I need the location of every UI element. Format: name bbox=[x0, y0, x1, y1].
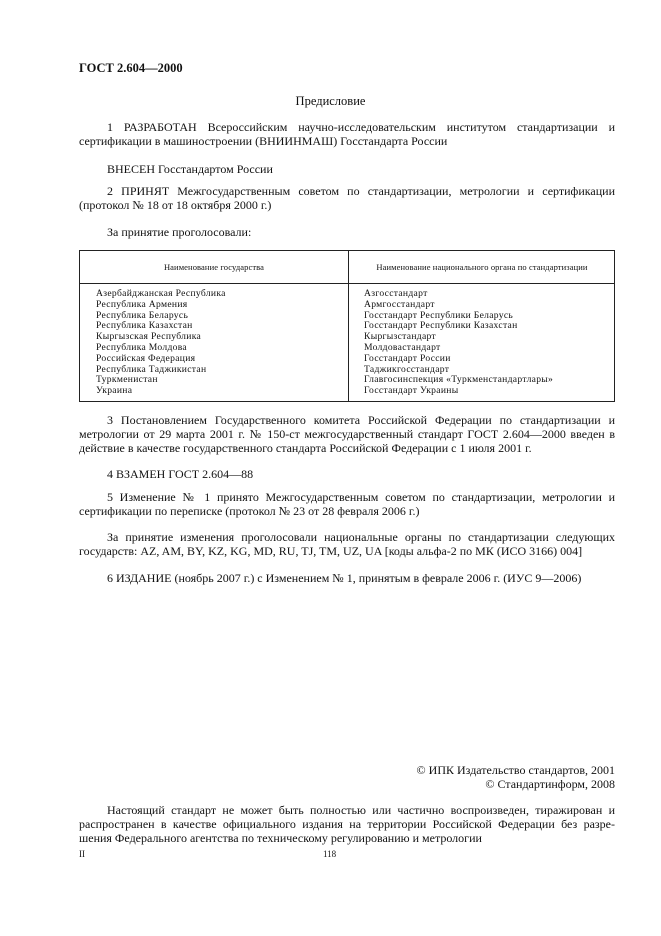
paragraph-line: 5 Изменение № 1 принято Межгосударственным советом по стандартизации, метрологии и bbox=[107, 490, 615, 504]
standards-body-item: Госстандарт Республики Казахстан bbox=[364, 320, 518, 332]
paragraph-line: ВНЕСЕН Госстандартом России bbox=[107, 162, 273, 176]
paragraph-amendment-vote bbox=[79, 530, 615, 558]
copyright-line: © ИПК Издательство стандартов, 2001 bbox=[416, 763, 615, 777]
paragraph-line: государств: AZ, AM, BY, KZ, KG, MD, RU, TJ, TM, UZ, UA [коды альфа-2 по МК (ИСО 3166) 004] bbox=[79, 544, 583, 558]
paragraph-line: сертификации по переписке (протокол № 23 от 28 февраля 2006 г.) bbox=[79, 504, 420, 518]
footer-notice bbox=[79, 803, 615, 845]
copyright-block bbox=[380, 763, 615, 791]
paragraph-line: 2 ПРИНЯТ Межгосударственным советом по стандартизации, метрологии и сертификации bbox=[107, 184, 615, 198]
table-header-body: Наименование национального органа по стандартизации bbox=[376, 262, 588, 272]
state-item: Туркменистан bbox=[96, 374, 158, 386]
state-item: Республика Таджикистан bbox=[96, 363, 207, 375]
standards-body-item: Госстандарт Украины bbox=[364, 385, 459, 397]
table-header-state: Наименование государства bbox=[163, 262, 265, 272]
paragraph-amendment bbox=[79, 490, 615, 518]
document-id-header: ГОСТ 2.604—2000 bbox=[79, 61, 183, 75]
paragraph-line: действие в качестве государственного стандарта Российской Федерации с 1 июля 2001 г. bbox=[79, 441, 532, 455]
paragraph-replaces bbox=[79, 467, 615, 481]
paragraph-voted bbox=[79, 225, 615, 239]
paragraph-line: 4 ВЗАМЕН ГОСТ 2.604—88 bbox=[107, 467, 254, 481]
standards-body-item: Госстандарт Республики Беларусь bbox=[364, 309, 514, 321]
page-number: 118 bbox=[323, 849, 337, 859]
standards-body-item: Кыргызстандарт bbox=[364, 331, 436, 343]
paragraph-line: метрологии от 29 марта 2001 г. № 150-ст межгосударственный стандарт ГОСТ 2.604—2000 введен в bbox=[79, 427, 615, 441]
state-item: Азербайджанская Республика bbox=[96, 288, 226, 299]
paragraph-line: 6 ИЗДАНИЕ (ноябрь 2007 г.) с Изменением № 1, принятым в феврале 2006 г. (ИУС 9—2006) bbox=[107, 571, 582, 585]
page-label: II bbox=[79, 849, 85, 859]
copyright-line: © Стандартинформ, 2008 bbox=[485, 777, 615, 791]
state-item: Российская Федерация bbox=[96, 352, 196, 364]
voting-table bbox=[79, 250, 615, 402]
paragraph-line: (протокол № 18 от 18 октября 2000 г.) bbox=[79, 198, 272, 212]
standards-body-list bbox=[364, 289, 553, 397]
table-column-divider bbox=[348, 251, 349, 401]
paragraph-line: Настоящий стандарт не может быть полностью или частично воспроизведен, тиражирован и bbox=[107, 803, 615, 817]
standards-body-item: Азгосстандарт bbox=[364, 288, 428, 299]
state-item: Республика Армения bbox=[96, 298, 188, 310]
standards-body-item: Таджикгосстандарт bbox=[364, 363, 450, 375]
section-title: Предисловие bbox=[295, 94, 366, 108]
paragraph-line: шения Федерального агентства по техническому регулированию и метрологии bbox=[79, 831, 482, 845]
standards-body-item: Армгосстандарт bbox=[364, 298, 435, 310]
paragraph-developed bbox=[79, 120, 615, 148]
standards-body-item: Молдовастандарт bbox=[364, 341, 441, 353]
paragraph-edition bbox=[79, 571, 615, 585]
standards-body-item: Госстандарт России bbox=[364, 352, 451, 364]
state-item: Республика Молдова bbox=[96, 341, 187, 353]
paragraph-line: За принятие изменения проголосовали национальные органы по стандартизации следующих bbox=[107, 530, 615, 544]
paragraph-adopted bbox=[79, 184, 615, 212]
paragraph-line: распространен в качестве официального издания на территории Российской Федерации без разре- bbox=[79, 817, 615, 831]
paragraph-line: 3 Постановлением Государственного комитета Российской Федерации по стандартизации и bbox=[107, 413, 615, 427]
paragraph-line: За принятие проголосовали: bbox=[107, 225, 252, 239]
paragraph-line: 1 РАЗРАБОТАН Всероссийским научно-исследовательским институтом стандартизации и bbox=[107, 120, 615, 134]
state-item: Украина bbox=[96, 385, 133, 397]
state-item: Республика Беларусь bbox=[96, 309, 189, 321]
standards-body-item: Главгосинспекция «Туркменстандартлары» bbox=[364, 374, 554, 386]
state-item: Кыргызская Республика bbox=[96, 331, 202, 343]
paragraph-introduced bbox=[79, 162, 615, 176]
state-item: Республика Казахстан bbox=[96, 320, 193, 332]
paragraph-enacted bbox=[79, 413, 615, 455]
state-list bbox=[96, 289, 226, 397]
paragraph-line: сертификации в машиностроении (ВНИИНМАШ) Госстандарта России bbox=[79, 134, 448, 148]
table-header-divider bbox=[80, 283, 614, 284]
